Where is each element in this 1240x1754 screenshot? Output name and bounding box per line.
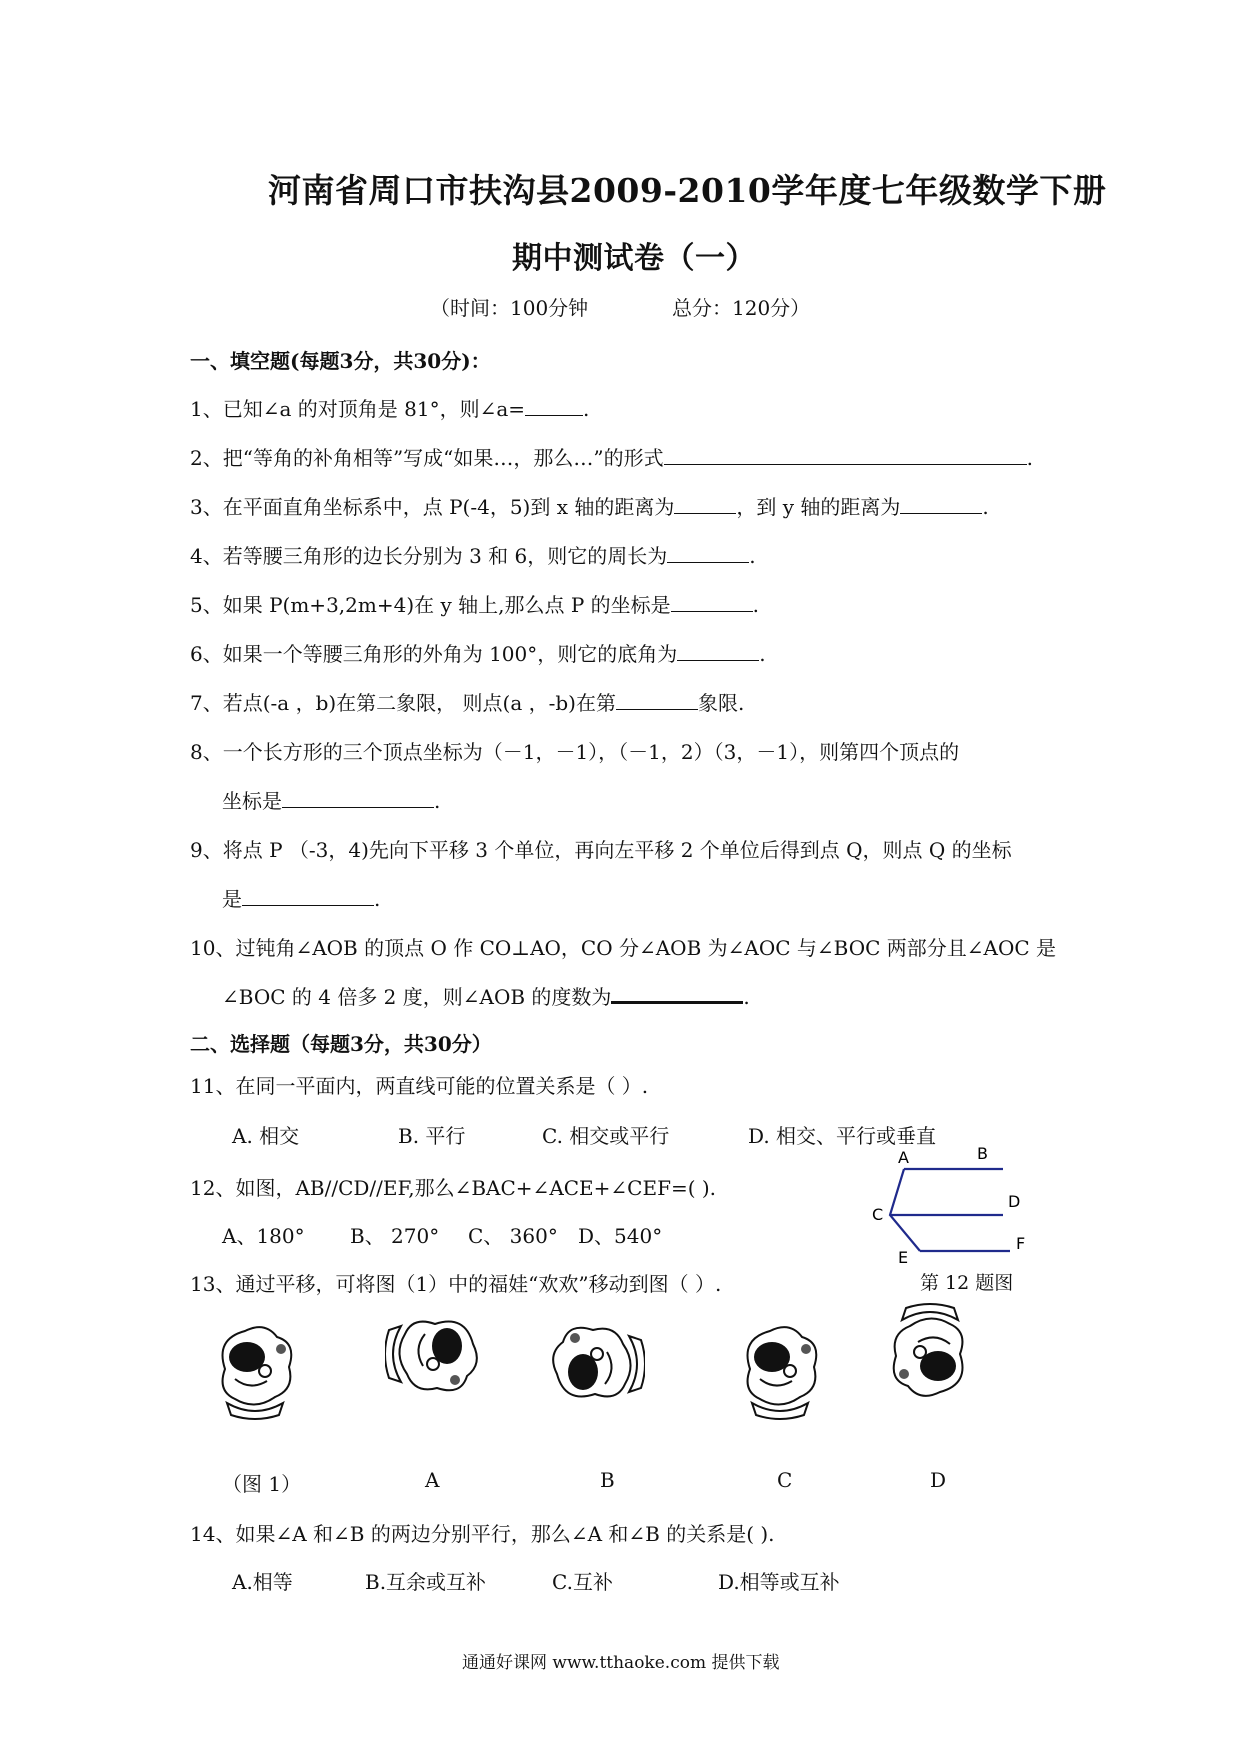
q4-text: 4、若等腰三角形的边长分别为 3 和 6，则它的周长为 xyxy=(190,544,668,568)
question-9-line2: 是 . xyxy=(222,887,381,911)
q12-figure-caption: 第 12 题图 xyxy=(920,1272,1014,1294)
q13-option-b[interactable]: B xyxy=(600,1468,615,1492)
q3-blank-x[interactable] xyxy=(674,495,736,514)
q13-figure-a xyxy=(385,1300,485,1408)
label-a: A xyxy=(898,1148,909,1167)
question-8-line1: 8、一个长方形的三个顶点坐标为（－1，－1），（－1，2）（3，－1），则第四个顶点的 xyxy=(190,740,960,764)
q13-label-figure1: （图 1） xyxy=(222,1472,302,1496)
q8-text-b: 坐标是 xyxy=(222,789,282,813)
question-8-line2: 坐标是 . xyxy=(222,789,441,813)
label-c: C xyxy=(872,1205,884,1224)
q12-option-a[interactable]: A、180° xyxy=(222,1224,305,1248)
mascot-picture xyxy=(553,1328,645,1397)
q2-blank[interactable] xyxy=(664,446,1027,465)
mascot-picture xyxy=(748,1327,817,1419)
mascot-picture xyxy=(894,1304,963,1396)
q7-text-b: 象限. xyxy=(697,691,745,715)
q12-option-d[interactable]: D、540° xyxy=(578,1224,663,1248)
q13-figure-1 xyxy=(205,1315,305,1423)
time-info: （时间：100分钟 xyxy=(430,296,589,320)
question-2: 2、把“等角的补角相等”写成“如果…，那么…”的形式 . xyxy=(190,446,1033,470)
q12-option-b[interactable]: B、 270° xyxy=(350,1224,440,1248)
label-d: D xyxy=(1008,1192,1021,1211)
q11-option-d[interactable]: D. 相交、平行或垂直 xyxy=(748,1124,937,1148)
q6-blank[interactable] xyxy=(677,642,759,661)
q13-option-c[interactable]: C xyxy=(777,1468,793,1492)
question-9-line1: 9、将点 P （-3，4)先向下平移 3 个单位，再向左平移 2 个单位后得到点 Q，则点 Q 的坐标 xyxy=(190,838,1012,862)
q14-option-b[interactable]: B.互余或互补 xyxy=(365,1570,487,1594)
q1-blank[interactable] xyxy=(525,397,583,416)
question-11: 11、在同一平面内，两直线可能的位置关系是（ ）. xyxy=(190,1074,649,1098)
q11-option-c[interactable]: C. 相交或平行 xyxy=(542,1124,670,1148)
q5-text: 5、如果 P(m+3,2m+4)在 y 轴上,那么点 P 的坐标是 xyxy=(190,593,671,617)
q12-figure xyxy=(860,1135,1040,1265)
q13-option-d[interactable]: D xyxy=(930,1468,947,1492)
q10-text-b: ∠BOC 的 4 倍多 2 度，则∠AOB 的度数为 xyxy=(222,985,612,1009)
page-title: 河南省周口市扶沟县2009-2010学年度七年级数学下册 xyxy=(268,171,1107,210)
q3-text-b: ，到 y 轴的距离为 xyxy=(736,495,901,519)
q3-blank-y[interactable] xyxy=(900,495,982,514)
page-subtitle: 期中测试卷（一） xyxy=(512,241,756,276)
question-6: 6、如果一个等腰三角形的外角为 100°，则它的底角为 . xyxy=(190,642,766,666)
q13-figure-d xyxy=(880,1300,980,1408)
question-14: 14、如果∠A 和∠B 的两边分别平行，那么∠A 和∠B 的关系是( ). xyxy=(190,1522,775,1546)
question-12: 12、如图，AB//CD//EF,那么∠BAC+∠ACE+∠CEF=( ). xyxy=(190,1176,717,1200)
question-1: 1、已知∠a 的对顶角是 81°，则∠a= . xyxy=(190,397,590,421)
q6-text: 6、如果一个等腰三角形的外角为 100°，则它的底角为 xyxy=(190,642,678,666)
question-13: 13、通过平移，可将图（1）中的福娃“欢欢”移动到图（ ）. xyxy=(190,1272,722,1296)
q8-blank[interactable] xyxy=(282,789,434,808)
footer-credit: 通通好课网 www.tthaoke.com 提供下载 xyxy=(462,1653,780,1673)
q5-blank[interactable] xyxy=(671,593,753,612)
label-b: B xyxy=(977,1144,988,1163)
question-7 xyxy=(190,687,744,716)
label-f: F xyxy=(1016,1234,1026,1253)
q7-blank[interactable] xyxy=(616,691,698,710)
q9-blank[interactable] xyxy=(242,887,374,906)
question-5: 5、如果 P(m+3,2m+4)在 y 轴上,那么点 P 的坐标是 . xyxy=(190,593,760,617)
q12-option-c[interactable]: C、 360° xyxy=(468,1224,558,1248)
q3-text-a: 3、在平面直角坐标系中，点 P(-4，5)到 x 轴的距离为 xyxy=(190,495,675,519)
line-ace xyxy=(890,1169,920,1251)
q9-text-b: 是 xyxy=(222,887,242,911)
q2-text: 2、把“等角的补角相等”写成“如果…，那么…”的形式 xyxy=(190,446,664,470)
mascot-picture xyxy=(385,1322,477,1391)
q10-blank[interactable] xyxy=(611,983,743,1004)
mascot-picture xyxy=(223,1327,292,1419)
label-e: E xyxy=(898,1248,909,1265)
q14-option-d[interactable]: D.相等或互补 xyxy=(718,1570,840,1594)
q1-text: 1、已知∠a 的对顶角是 81°，则∠a= xyxy=(190,397,526,421)
question-10-line2: ∠BOC 的 4 倍多 2 度，则∠AOB 的度数为 . xyxy=(222,985,750,1009)
q11-option-a[interactable]: A. 相交 xyxy=(232,1124,300,1148)
score-info: 总分：120分） xyxy=(672,296,811,320)
q4-blank[interactable] xyxy=(667,544,749,563)
q12-lines xyxy=(890,1169,1010,1251)
question-4: 4、若等腰三角形的边长分别为 3 和 6，则它的周长为 . xyxy=(190,544,756,568)
q14-option-a[interactable]: A.相等 xyxy=(232,1570,293,1594)
q13-figure-c xyxy=(730,1315,830,1423)
q11-option-b[interactable]: B. 平行 xyxy=(398,1124,466,1148)
section2-heading: 二、选择题（每题3分，共30分） xyxy=(190,1032,492,1056)
section1-heading: 一、填空题(每题3分，共30分)： xyxy=(190,349,491,373)
q14-option-c[interactable]: C.互补 xyxy=(552,1570,613,1594)
question-10-line1: 10、过钝角∠AOB 的顶点 O 作 CO⊥AO，CO 分∠AOB 为∠AOC 与∠BOC 两部分且∠AOC 是 xyxy=(190,936,1057,960)
q13-figure-b xyxy=(545,1310,645,1418)
question-3: 3、在平面直角坐标系中，点 P(-4，5)到 x 轴的距离为 ，到 y 轴的距离为 . xyxy=(190,495,989,519)
q13-option-a[interactable]: A xyxy=(425,1468,440,1492)
q7-text-a: 7、若点(-a ，b)在第二象限， 则点(a ，-b)在第 xyxy=(190,691,616,715)
